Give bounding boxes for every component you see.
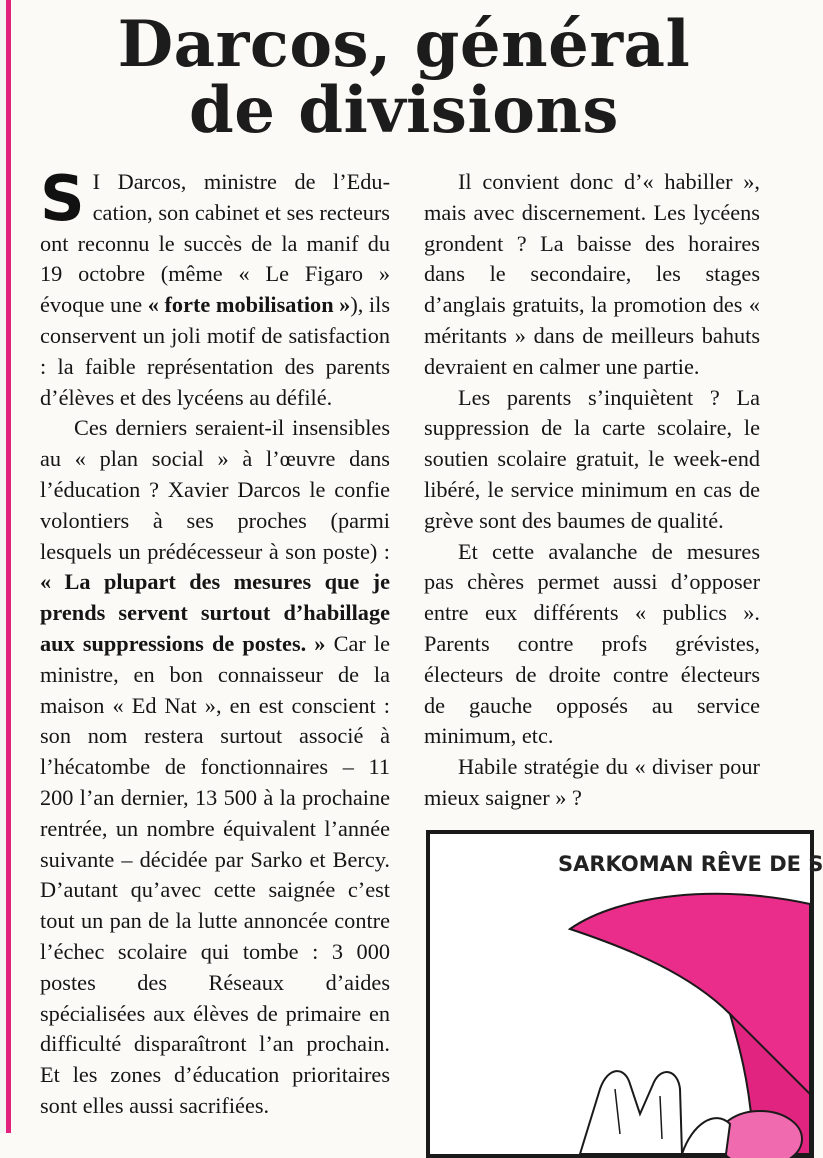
article-column-right xyxy=(424,167,760,814)
p2-text-end: Car le ministre, en bon connaisseur de la maison « Ed Nat », en est conscient : son nom restera surtout associé à l’hécatombe de fonctionnaires – 11 200 l’an dernier, 13 500 à la prochaine rentrée, un nombre équivalent l’année suivante – décidée par Sarko et Bercy. D’autant qu’avec cette saignée c’est tout un pan de la lutte annoncée contre l’échec scolaire qui tombe : 3 000 postes des Réseaux d’aides spécialisées aux élèves de primaire en difficulté disparaîtront l’an prochain. Et les zones d’éducation prioritaires sont elles aussi sacrifiées. xyxy=(40,630,390,1118)
headline-line-2: de divisions xyxy=(189,73,619,148)
paragraph-5: Et cette avalanche de mesures pas chères permet aussi d’opposer entre eux différents « publics ». Parents contre profs grévistes, électeurs de droite contre électeurs de gauche opposés au service minimum, etc. xyxy=(424,538,760,749)
headline xyxy=(14,7,794,148)
cartoon-sleeve xyxy=(682,1118,730,1154)
cartoon-title: SARKOMAN RÊVE DE S xyxy=(558,852,823,876)
cartoon-face xyxy=(718,1111,802,1158)
paragraph-3: Il convient donc d’« habiller », mais avec discernement. Les lycéens grondent ? La baisse des horaires dans le secondaire, les stages d’anglais gratuits, la promotion des « méritants » dans de meilleurs bahuts devraient en calmer une partie. xyxy=(424,169,760,379)
p1-text-start: I Darcos, ministre de l’Education, son cabinet et ses recteurs ont reconnu le succès de la manif du 19 octobre (même « Le Figaro » évoque une xyxy=(40,169,390,318)
article-column-left xyxy=(40,162,391,1122)
paragraph-1 xyxy=(40,162,391,413)
cartoon-drawing xyxy=(430,834,810,1154)
cartoon-hand-left xyxy=(580,1071,682,1154)
paragraph-4: Les parents s’inquiètent ? La suppression de la carte scolaire, le soutien scolaire gratuit, le week-end libéré, le service minimum en cas de grève sont des baumes de qualité. xyxy=(424,384,760,533)
cartoon-panel xyxy=(426,830,823,1158)
p1-bold-quote: « forte mobilisation » xyxy=(147,292,351,318)
drop-cap: S xyxy=(40,162,85,235)
p2-text-start: Ces derniers seraient-il insensibles au « plan social » à l’œuvre dans l’éducation ? Xavier Darcos le confie volontiers à ses proches (parmi lesquels un prédécesseur à son poste) : xyxy=(40,415,390,564)
headline-line-1: Darcos, général xyxy=(117,7,691,82)
p1-text-end: ), ils conservent un joli motif de satisfaction : la faible représentation des parents d’élèves et des lycéens au défilé. xyxy=(40,292,391,410)
p2-bold-quote: « La plupart des mesures que je prends servent surtout d’habillage aux suppressions de postes. » xyxy=(40,569,390,656)
paragraph-2 xyxy=(40,413,390,1121)
page-edge-rule xyxy=(0,0,11,1133)
paragraph-6: Habile stratégie du « diviser pour mieux saigner » ? xyxy=(424,754,760,810)
